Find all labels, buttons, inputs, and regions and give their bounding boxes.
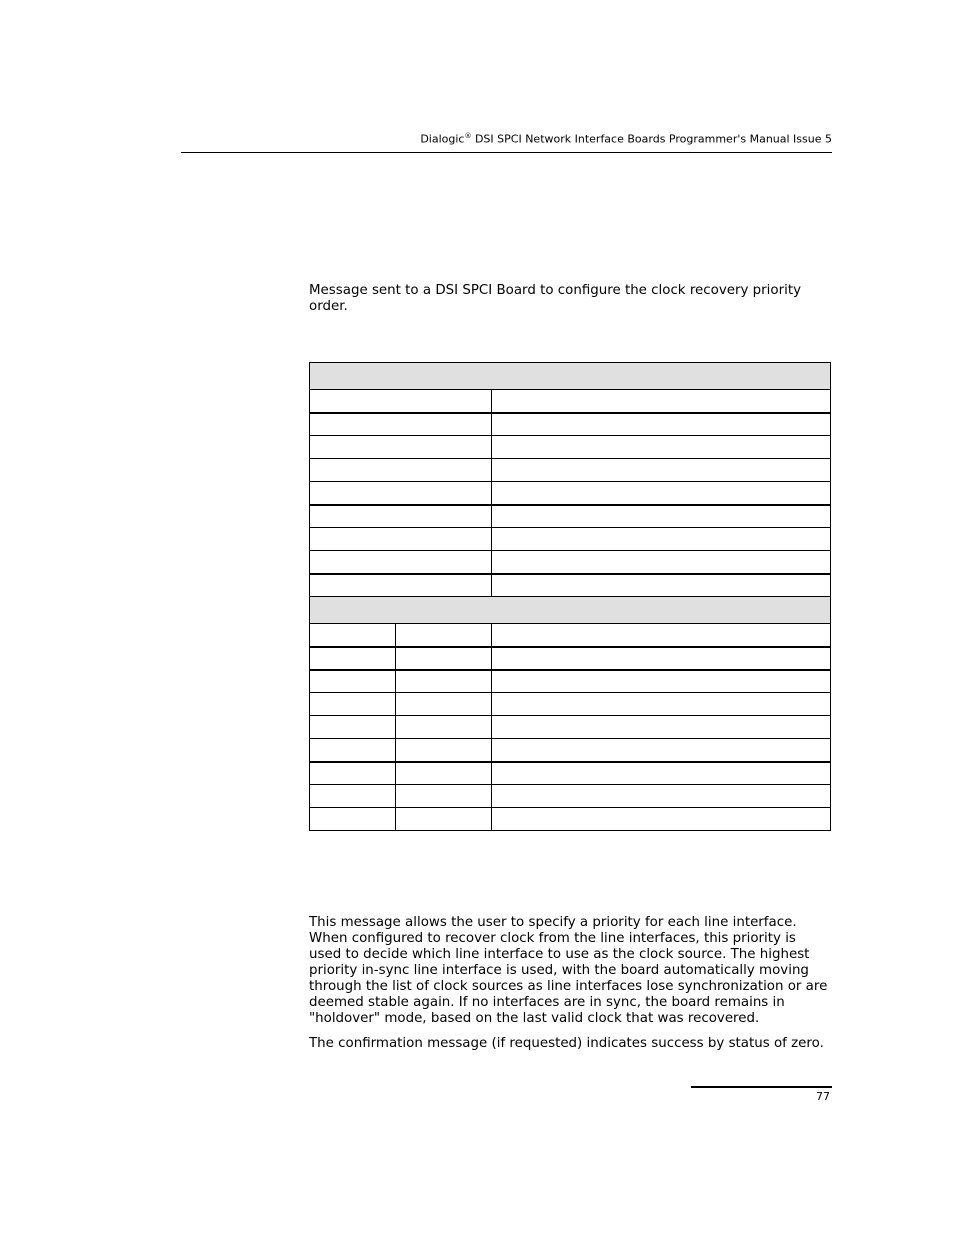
table-row bbox=[310, 762, 831, 785]
table-row bbox=[310, 785, 831, 808]
header-rule bbox=[181, 152, 832, 153]
table-row bbox=[310, 505, 831, 528]
table-row bbox=[310, 739, 831, 762]
table-row bbox=[310, 647, 831, 670]
footer-rule bbox=[691, 1086, 832, 1088]
table-header-cell bbox=[310, 363, 831, 390]
table-row bbox=[310, 551, 831, 574]
registered-mark: ® bbox=[464, 132, 472, 140]
running-header bbox=[420, 132, 832, 146]
table-row bbox=[310, 624, 831, 647]
table-row bbox=[310, 808, 831, 831]
confirmation-paragraph: The confirmation message (if requested) indicates success by status of zero. bbox=[309, 1036, 824, 1051]
table-section-row bbox=[310, 597, 831, 624]
table-row bbox=[310, 693, 831, 716]
table-row bbox=[310, 436, 831, 459]
header-brand: Dialogic bbox=[420, 132, 465, 146]
table-section-cell bbox=[310, 597, 831, 624]
header-title: DSI SPCI Network Interface Boards Programmer's Manual Issue 5 bbox=[471, 132, 832, 146]
table-row bbox=[310, 482, 831, 505]
page-number: 77 bbox=[816, 1090, 830, 1103]
table-row bbox=[310, 413, 831, 436]
table-row bbox=[310, 574, 831, 597]
table-row bbox=[310, 459, 831, 482]
table-row bbox=[310, 390, 831, 413]
message-format-table bbox=[309, 362, 831, 831]
table-row bbox=[310, 528, 831, 551]
description-paragraph: This message allows the user to specify a priority for each line interface. When configured to recover clock from the line interfaces, this priority is used to decide which line interface to use as the clock source. The highest priority in-sync line interface is used, with the board automatically moving through the list of clock sources as line interfaces lose synchronization or are deemed stable again. If no interfaces are in sync, the board remains in "holdover" mode, based on the last valid clock that was recovered. bbox=[309, 915, 828, 1026]
table-row bbox=[310, 716, 831, 739]
table-row bbox=[310, 670, 831, 693]
intro-paragraph: Message sent to a DSI SPCI Board to configure the clock recovery priority order. bbox=[309, 283, 801, 314]
table-header-row bbox=[310, 363, 831, 390]
